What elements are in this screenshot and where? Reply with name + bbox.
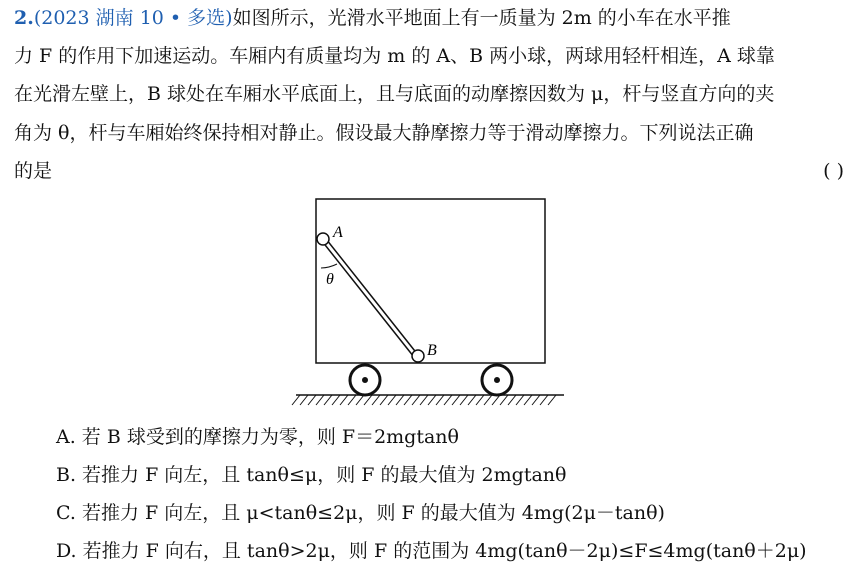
ball-b <box>412 350 424 362</box>
stem-text-5: 的是 <box>14 160 53 182</box>
option-b: B. 若推力 F 向左，且 tanθ≤μ，则 F 的最大值为 2mgtanθ <box>56 464 567 486</box>
theta-arc <box>321 264 337 268</box>
answer-blank: ( ) <box>823 160 844 182</box>
cart-box <box>316 199 545 363</box>
option-d: D. 若推力 F 向右，且 tanθ>2μ，则 F 的范围为 4mg(tanθ－2μ)≤F≤4mg(tanθ＋2μ) <box>56 540 807 562</box>
stem-text-1: 如图所示，光滑水平地面上有一质量为 2m 的小车在水平推 <box>232 7 731 29</box>
right-wheel <box>482 365 512 395</box>
left-wheel <box>350 365 380 395</box>
label-a: A <box>333 224 343 241</box>
question-stem-line-4: 角为 θ，杆与车厢始终保持相对静止。假设最大静摩擦力等于滑动摩擦力。下列说法正确 <box>14 122 754 144</box>
question-stem-line-2: 力 F 的作用下加速运动。车厢内有质量均为 m 的 A、B 两小球，两球用轻杆相连，A 球靠 <box>14 45 775 67</box>
question-number: 2. <box>14 7 34 29</box>
ground-hatch <box>292 395 556 405</box>
label-theta: θ <box>326 271 334 288</box>
ball-a <box>317 233 329 245</box>
option-c: C. 若推力 F 向左，且 μ<tanθ≤2μ，则 F 的最大值为 4mg(2μ－tanθ) <box>56 502 665 524</box>
question-source: (2023 湖南 10 • 多选) <box>33 7 233 29</box>
option-a: A. 若 B 球受到的摩擦力为零，则 F＝2mgtanθ <box>56 426 459 448</box>
label-b: B <box>427 342 437 359</box>
question-stem-line-3: 在光滑左壁上，B 球处在车厢水平底面上，且与底面的动摩擦因数为 μ，杆与竖直方向的夹 <box>14 83 775 105</box>
rod <box>324 240 416 356</box>
